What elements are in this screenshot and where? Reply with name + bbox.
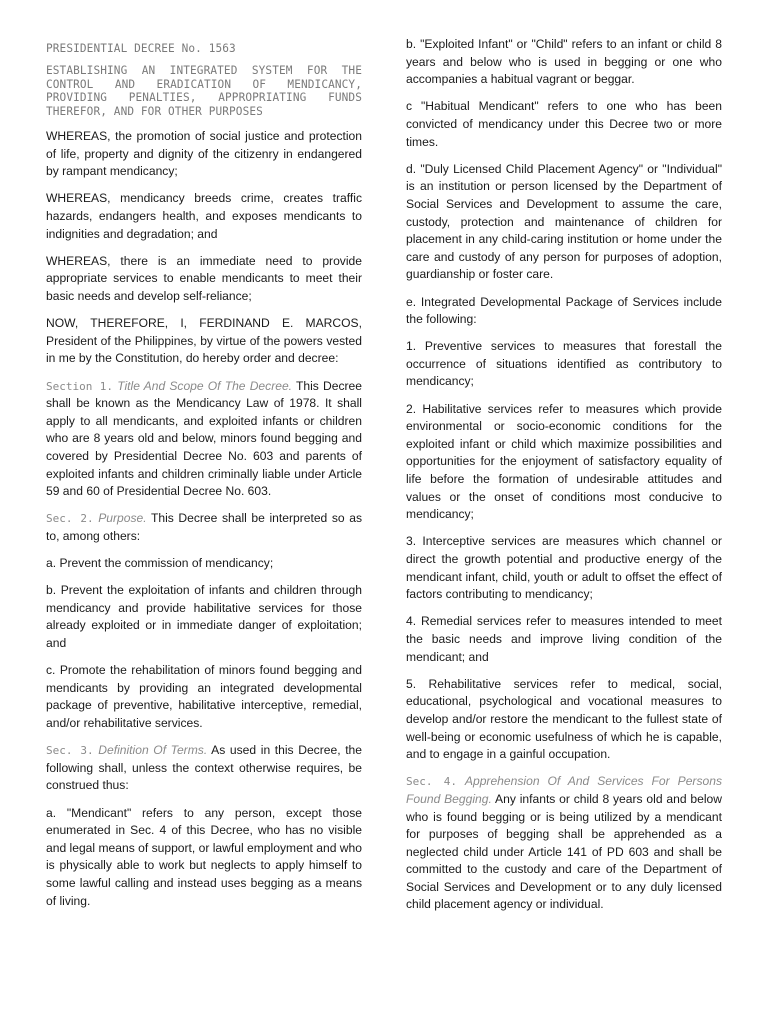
service-item-2: 2. Habilitative services refer to measures which provide environmental or socio-economic conditions for the exploited infant or child which maximize possibilities and opportunities for the enjoyment of satisfactory equality of life before the formation of undesirable attitudes and values or the onset of conditions most conducive to mendicancy; — [406, 401, 722, 522]
section-4-number: Sec. 4. — [406, 775, 457, 789]
section-4-title: Apprehension Of And Services For Persons Found Begging. — [406, 774, 722, 806]
whereas-clause-3: WHEREAS, there is an immediate need to provide appropriate services to enable mendicants to meet their basic needs and develop self-reliance; — [46, 253, 362, 303]
service-item-4: 4. Remedial services refer to measures intended to meet the basic needs and improve living condition of the mendicant; and — [406, 614, 722, 664]
section-2-number: Sec. 2. — [46, 512, 94, 526]
section-2-body: This Decree shall be interpreted so as to, among others: — [46, 511, 362, 543]
section-3-item-b: b. "Exploited Infant" or "Child" refers to an infant or child 8 years and below who is used in begging or one who accompanies a habitual vagrant or beggar. — [406, 37, 722, 87]
section-1-number: Section 1. — [46, 379, 114, 393]
section-2-item-c: c. Promote the rehabilitation of minors found begging and mendicants by providing an integrated developmental package of preventive, habilitative interceptive, remedial, and/or rehabilitative services. — [46, 663, 362, 730]
section-3 — [46, 742, 362, 795]
section-3-item-a: a. "Mendicant" refers to any person, except those enumerated in Sec. 4 of this Decree, who has no visible and legal means of support, or lawful employment and who is physically able to work but neglects to apply himself to some lawful calling and instead uses begging as a means of living. — [46, 805, 362, 908]
section-4 — [406, 773, 722, 914]
service-item-5: 5. Rehabilitative services refer to medical, social, educational, psychological and vocational measures to develop and/or restore the mendicant to the fullest state of well-being or economic usefulness of which he is capable, and to engage in a gainful occupation. — [406, 676, 722, 762]
left-column — [46, 36, 362, 920]
decree-number: PRESIDENTIAL DECREE No. 1563 — [46, 42, 236, 55]
section-3-number: Sec. 3. — [46, 744, 94, 758]
right-column — [406, 36, 722, 924]
whereas-clause-1: WHEREAS, the promotion of social justice and protection of life, property and dignity of the citizenry in endangered by rampant mendicancy; — [46, 129, 362, 179]
section-3-item-c: c "Habitual Mendicant" refers to one who has been convicted of mendicancy under this Decree two or more times. — [406, 99, 722, 149]
section-2 — [46, 510, 362, 545]
section-3-body: As used in this Decree, the following shall, unless the context otherwise requires, be construed thus: — [46, 743, 363, 793]
section-1-title: Title And Scope Of The Decree. — [117, 378, 293, 393]
decree-title: ESTABLISHING AN INTEGRATED SYSTEM FOR THE CONTROL AND ERADICATION OF MENDICANCY, PROVIDING PENALTIES, APPROPRIATING FUNDS THEREFOR, AND FOR OTHER PURPOSES — [46, 64, 362, 118]
section-2-item-a: a. Prevent the commission of mendicancy; — [46, 556, 274, 571]
section-1 — [46, 378, 362, 501]
now-therefore-clause: NOW, THEREFORE, I, FERDINAND E. MARCOS, President of the Philippines, by virtue of the powers vested in me by the Constitution, do hereby order and decree: — [46, 316, 362, 366]
section-3-title: Definition Of Terms. — [98, 743, 208, 758]
section-3-item-e: e. Integrated Developmental Package of Services include the following: — [406, 294, 722, 327]
service-item-1: 1. Preventive services to measures that forestall the occurrence of situations identified as contributory to mendicancy; — [406, 339, 722, 389]
section-2-item-b: b. Prevent the exploitation of infants and children through mendicancy and provide habilitative services for those already exploited or in immediate danger of exploitation; and — [46, 583, 362, 651]
section-1-body: This Decree shall be known as the Mendicancy Law of 1978. It shall apply to all mendicants, and exploited infants or children who are 8 years old and below, minors found begging and covered by Presidential Decree No. 603 and parents of exploited infants and children criminally liable under Article 59 and 60 of Presidential Decree No. 603. — [46, 378, 362, 499]
section-4-body: Any infants or child 8 years old and below who is found begging or is being utilized by a mendicant for purposes of begging shall be apprehended as a neglected child under Article 141 of PD 603 and shall be committed to the custody and care of the Department of Social Services and Development or to any duly licensed child placement agency or individual. — [406, 791, 722, 912]
whereas-clause-2: WHEREAS, mendicancy breeds crime, creates traffic hazards, endangers health, and exposes mendicants to indignities and degradation; and — [46, 191, 362, 241]
service-item-3: 3. Interceptive services are measures which channel or direct the growth potential and productive energy of the mendicant infant, child, youth or adult to offset the effect of factors contributing to mendicancy; — [406, 534, 722, 602]
section-3-item-d: d. "Duly Licensed Child Placement Agency" or "Individual" is an institution or person licensed by the Department of Social Services and Development to assume the care, custody, protection and maintenance of children for placement in any child-caring institution or home under the care and custody of any person for purposes of adoption, guardianship or foster care. — [406, 161, 722, 282]
section-2-title: Purpose. — [98, 511, 147, 526]
